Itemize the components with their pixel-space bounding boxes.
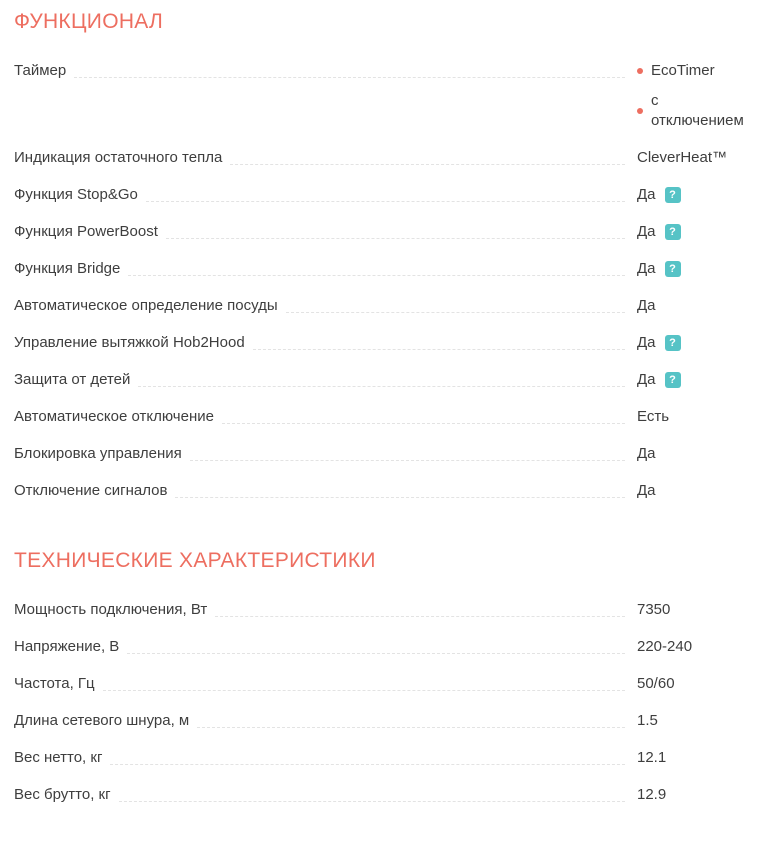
value-line bbox=[637, 600, 755, 620]
help-icon[interactable]: ? bbox=[665, 335, 681, 351]
spec-label: Управление вытяжкой Hob2Hood bbox=[14, 334, 245, 351]
spec-row-residual-heat bbox=[14, 148, 755, 168]
value-line bbox=[637, 333, 755, 353]
spec-value-cell bbox=[637, 185, 755, 205]
dotted-leader bbox=[215, 600, 625, 617]
value-line bbox=[637, 674, 755, 694]
spec-value-cell bbox=[637, 637, 755, 657]
spec-label: Функция Stop&Go bbox=[14, 186, 138, 203]
value-line bbox=[637, 296, 755, 316]
bullet-icon bbox=[637, 108, 643, 114]
spec-row-auto-off bbox=[14, 407, 755, 427]
spec-label: Автоматическое отключение bbox=[14, 408, 214, 425]
spec-label: Напряжение, В bbox=[14, 638, 120, 655]
spec-value-cell bbox=[637, 407, 755, 427]
value-line bbox=[637, 785, 755, 805]
spec-label: Защита от детей bbox=[14, 371, 131, 388]
section-functional bbox=[14, 10, 755, 501]
spec-row-child-lock bbox=[14, 370, 755, 390]
value-line bbox=[637, 711, 755, 731]
value-line bbox=[637, 259, 755, 279]
spec-row-cord-length bbox=[14, 711, 755, 731]
spec-row-net-weight bbox=[14, 748, 755, 768]
dotted-leader bbox=[253, 333, 625, 350]
spec-value-cell bbox=[637, 222, 755, 242]
spec-label: Длина сетевого шнура, м bbox=[14, 712, 190, 729]
spec-row-gross-weight bbox=[14, 785, 755, 805]
section-technical bbox=[14, 549, 755, 805]
spec-value-cell bbox=[637, 481, 755, 501]
spec-value-cell bbox=[637, 259, 755, 279]
spec-row-stopgo bbox=[14, 185, 755, 205]
spec-value-cell bbox=[637, 148, 755, 168]
spec-value: с отключением bbox=[651, 92, 744, 129]
dotted-leader bbox=[175, 481, 625, 498]
spec-value: 1.5 bbox=[637, 712, 658, 729]
value-line bbox=[637, 407, 755, 427]
spec-value-cell bbox=[637, 748, 755, 768]
dotted-leader bbox=[128, 259, 625, 276]
spec-value-cell bbox=[637, 711, 755, 731]
spec-label: Автоматическое определение посуды bbox=[14, 297, 278, 314]
spec-row-frequency bbox=[14, 674, 755, 694]
dotted-leader bbox=[190, 444, 625, 461]
value-line bbox=[637, 637, 755, 657]
spec-row-timer bbox=[14, 61, 755, 131]
section-title: ТЕХНИЧЕСКИЕ ХАРАКТЕРИСТИКИ bbox=[14, 549, 376, 572]
spec-value: Да bbox=[637, 334, 656, 351]
spec-value-cell bbox=[637, 61, 755, 131]
spec-value: Есть bbox=[637, 408, 670, 425]
dotted-leader bbox=[222, 407, 625, 424]
dotted-leader bbox=[103, 674, 625, 691]
spec-row-hob2hood bbox=[14, 333, 755, 353]
spec-label: Функция PowerBoost bbox=[14, 223, 158, 240]
value-line bbox=[637, 370, 755, 390]
spec-row-powerboost bbox=[14, 222, 755, 242]
help-icon[interactable]: ? bbox=[665, 372, 681, 388]
spec-value: CleverHeat™ bbox=[637, 149, 728, 166]
spec-value-cell bbox=[637, 296, 755, 316]
spec-label: Частота, Гц bbox=[14, 675, 95, 692]
spec-label: Вес брутто, кг bbox=[14, 786, 111, 803]
spec-value-cell bbox=[637, 600, 755, 620]
dotted-leader bbox=[74, 61, 625, 78]
spec-value-cell bbox=[637, 674, 755, 694]
spec-value: Да bbox=[637, 223, 656, 240]
spec-value: Да bbox=[637, 482, 656, 499]
spec-label: Отключение сигналов bbox=[14, 482, 168, 499]
spec-value: Да bbox=[637, 297, 656, 314]
dotted-leader bbox=[230, 148, 625, 165]
value-line bbox=[637, 185, 755, 205]
spec-value: Да bbox=[637, 371, 656, 388]
dotted-leader bbox=[127, 637, 625, 654]
spec-value: EcoTimer bbox=[651, 62, 715, 79]
spec-value: Да bbox=[637, 260, 656, 277]
value-line bbox=[637, 148, 755, 168]
section-title: ФУНКЦИОНАЛ bbox=[14, 10, 164, 33]
spec-value: 220-240 bbox=[637, 638, 693, 655]
spec-value: Да bbox=[637, 186, 656, 203]
spec-value: Да bbox=[637, 445, 656, 462]
value-line bbox=[637, 222, 755, 242]
dotted-leader bbox=[110, 748, 625, 765]
bullet-icon bbox=[637, 68, 643, 74]
dotted-leader bbox=[119, 785, 625, 802]
value-line bbox=[637, 61, 755, 81]
spec-value: 12.1 bbox=[637, 749, 667, 766]
spec-value-cell bbox=[637, 333, 755, 353]
spec-row-control-lock bbox=[14, 444, 755, 464]
spec-value-cell bbox=[637, 785, 755, 805]
spec-value-cell bbox=[637, 444, 755, 464]
spec-row-power bbox=[14, 600, 755, 620]
dotted-leader bbox=[166, 222, 625, 239]
value-line bbox=[637, 91, 755, 131]
spec-label: Блокировка управления bbox=[14, 445, 182, 462]
dotted-leader bbox=[146, 185, 625, 202]
spec-row-pan-detection bbox=[14, 296, 755, 316]
help-icon[interactable]: ? bbox=[665, 187, 681, 203]
dotted-leader bbox=[286, 296, 625, 313]
spec-label: Таймер bbox=[14, 62, 67, 79]
help-icon[interactable]: ? bbox=[665, 261, 681, 277]
spec-label: Функция Bridge bbox=[14, 260, 121, 277]
value-line bbox=[637, 481, 755, 501]
dotted-leader bbox=[138, 370, 625, 387]
spec-label: Индикация остаточного тепла bbox=[14, 149, 223, 166]
spec-value: 7350 bbox=[637, 601, 671, 618]
spec-value: 50/60 bbox=[637, 675, 675, 692]
spec-value: 12.9 bbox=[637, 786, 667, 803]
help-icon[interactable]: ? bbox=[665, 224, 681, 240]
value-line bbox=[637, 748, 755, 768]
dotted-leader bbox=[197, 711, 625, 728]
spec-row-signals-off bbox=[14, 481, 755, 501]
spec-value-cell bbox=[637, 370, 755, 390]
value-line bbox=[637, 444, 755, 464]
spec-label: Мощность подключения, Вт bbox=[14, 601, 208, 618]
spec-label: Вес нетто, кг bbox=[14, 749, 103, 766]
spec-row-bridge bbox=[14, 259, 755, 279]
spec-row-voltage bbox=[14, 637, 755, 657]
